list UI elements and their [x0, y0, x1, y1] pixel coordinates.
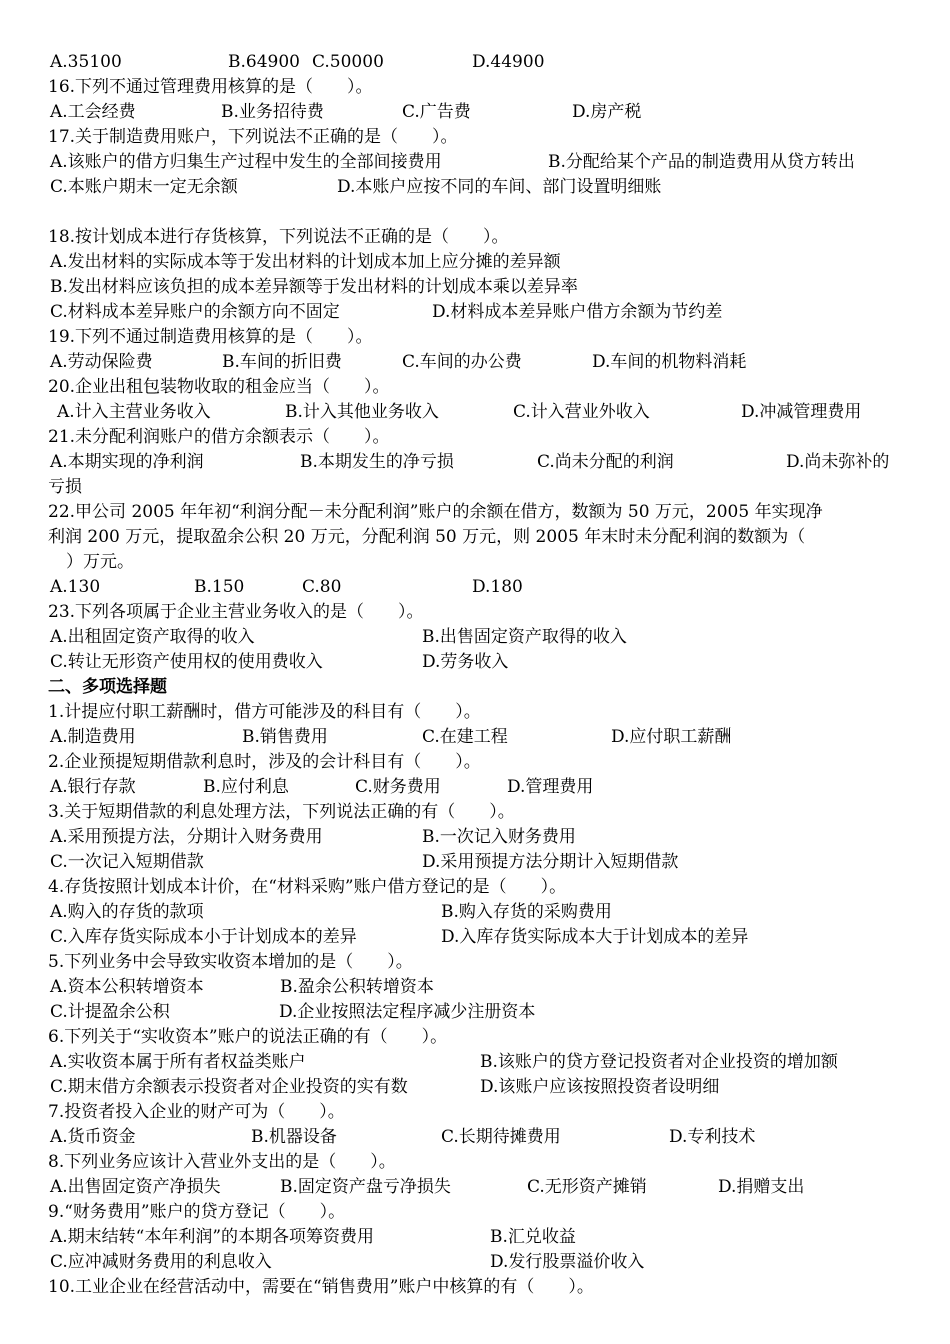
- option-a: A.劳动保险费: [50, 352, 153, 372]
- question-text: 7.投资者投入企业的财产可为（ ）。: [48, 1102, 345, 1122]
- option-a: A.货币资金: [50, 1127, 136, 1147]
- option-a: A.实收资本属于所有者权益类账户: [50, 1052, 306, 1072]
- option-c: C.无形资产摊销: [527, 1177, 647, 1197]
- option-a: A.银行存款: [50, 777, 136, 797]
- option-d: D.材料成本差异账户借方余额为节约差: [432, 302, 723, 322]
- option-a: A.35100: [50, 52, 122, 72]
- question-text: 17.关于制造费用账户，下列说法不正确的是（ ）。: [48, 127, 458, 147]
- option-d: D.劳务收入: [422, 652, 509, 672]
- option-d: D.专利技术: [669, 1127, 756, 1147]
- option-c: C.入库存货实际成本小于计划成本的差异: [50, 927, 357, 947]
- option-a: A.工会经费: [50, 102, 136, 122]
- option-a: A.出售固定资产净损失: [50, 1177, 221, 1197]
- option-d: D.入库存货实际成本大于计划成本的差异: [441, 927, 749, 947]
- question-text: 19.下列不通过制造费用核算的是（ ）。: [48, 327, 373, 347]
- option-d: D.本账户应按不同的车间、部门设置明细账: [337, 177, 662, 197]
- option-b: B.150: [194, 577, 245, 597]
- question-text: 6.下列关于“实收资本”账户的说法正确的有（ ）。: [48, 1027, 448, 1047]
- option-a: A.购入的存货的款项: [50, 902, 204, 922]
- question-text: 8.下列业务应该计入营业外支出的是（ ）。: [48, 1152, 396, 1172]
- option-a: A.本期实现的净利润: [50, 452, 204, 472]
- option-c: C.一次记入短期借款: [50, 852, 204, 872]
- option-b: B.机器设备: [251, 1127, 337, 1147]
- option-a: A.发出材料的实际成本等于发出材料的计划成本加上应分摊的差异额: [50, 252, 561, 272]
- option-b: B.汇兑收益: [490, 1227, 576, 1247]
- option-a: A.资本公积转增资本: [50, 977, 204, 997]
- option-a: A.制造费用: [50, 727, 136, 747]
- question-text: 10.工业企业在经营活动中，需要在“销售费用”账户中核算的有（ ）。: [48, 1277, 594, 1297]
- option-c: C.广告费: [402, 102, 471, 122]
- question-text: 9.“财务费用”账户的贷方登记（ ）。: [48, 1202, 346, 1222]
- option-c: C.80: [302, 577, 342, 597]
- option-d: D.管理费用: [507, 777, 594, 797]
- option-b: B.分配给某个产品的制造费用从贷方转出: [548, 152, 855, 172]
- option-d: D.发行股票溢价收入: [490, 1252, 645, 1272]
- question-text: 16.下列不通过管理费用核算的是（ ）。: [48, 77, 373, 97]
- option-b: B.销售费用: [242, 727, 328, 747]
- option-b: B.应付利息: [203, 777, 289, 797]
- question-text: 1.计提应付职工薪酬时，借方可能涉及的科目有（ ）。: [48, 702, 481, 722]
- question-text: 2.企业预提短期借款利息时，涉及的会计科目有（ ）。: [48, 752, 481, 772]
- option-c: C.本账户期末一定无余额: [50, 177, 238, 197]
- option-b: B.一次记入财务费用: [422, 827, 576, 847]
- question-text: 23.下列各项属于企业主营业务收入的是（ ）。: [48, 602, 424, 622]
- option-c: C.计提盈余公积: [50, 1002, 170, 1022]
- option-b: B.盈余公积转增资本: [280, 977, 434, 997]
- question-text: 18.按计划成本进行存货核算，下列说法不正确的是（ ）。: [48, 227, 509, 247]
- option-d: D.应付职工薪酬: [611, 727, 732, 747]
- option-d: D.该账户应该按照投资者设明细: [480, 1077, 720, 1097]
- option-b: B.计入其他业务收入: [285, 402, 439, 422]
- question-text: ）万元。: [66, 552, 134, 572]
- question-text: 20.企业出租包装物收取的租金应当（ ）。: [48, 377, 390, 397]
- option-d: D.44900: [472, 52, 545, 72]
- option-d: D.冲减管理费用: [741, 402, 862, 422]
- option-b: B.发出材料应该负担的成本差异额等于发出材料的计划成本乘以差异率: [50, 277, 578, 297]
- option-b: B.本期发生的净亏损: [300, 452, 454, 472]
- option-a: A.130: [50, 577, 101, 597]
- option-b: B.业务招待费: [221, 102, 324, 122]
- option-d: D.捐赠支出: [718, 1177, 805, 1197]
- option-c: C.材料成本差异账户的余额方向不固定: [50, 302, 340, 322]
- option-c: C.财务费用: [355, 777, 441, 797]
- option-c: C.计入营业外收入: [513, 402, 650, 422]
- option-c: C.在建工程: [422, 727, 508, 747]
- option-d: D.车间的机物料消耗: [592, 352, 747, 372]
- question-text: 22.甲公司 2005 年年初“利润分配－未分配利润”账户的余额在借方，数额为 50 万元，2005 年实现净: [48, 502, 823, 522]
- option-c: C.尚未分配的利润: [537, 452, 674, 472]
- question-text: 5.下列业务中会导致实收资本增加的是（ ）。: [48, 952, 413, 972]
- option-b: B.出售固定资产取得的收入: [422, 627, 627, 647]
- question-text: 利润 200 万元，提取盈余公积 20 万元，分配利润 50 万元，则 2005 年末时未分配利润的数额为（: [48, 527, 806, 547]
- question-text: 4.存货按照计划成本计价，在“材料采购”账户借方登记的是（ ）。: [48, 877, 567, 897]
- option-a: A.计入主营业务收入: [57, 402, 211, 422]
- option-d: D.尚未弥补的: [786, 452, 890, 472]
- option-b: B.64900: [228, 52, 300, 72]
- continuation-text: 亏损: [48, 477, 82, 497]
- option-a: A.出租固定资产取得的收入: [50, 627, 255, 647]
- option-d: D.采用预提方法分期计入短期借款: [422, 852, 679, 872]
- option-a: A.该账户的借方归集生产过程中发生的全部间接费用: [50, 152, 442, 172]
- option-b: B.购入存货的采购费用: [441, 902, 612, 922]
- option-a: A.期末结转“本年利润”的本期各项筹资费用: [50, 1227, 375, 1247]
- option-c: C.车间的办公费: [402, 352, 522, 372]
- option-c: C.期末借方余额表示投资者对企业投资的实有数: [50, 1077, 408, 1097]
- section-title: 二、多项选择题: [48, 677, 167, 697]
- option-b: B.固定资产盘亏净损失: [280, 1177, 451, 1197]
- option-b: B.该账户的贷方登记投资者对企业投资的增加额: [480, 1052, 838, 1072]
- option-d: D.企业按照法定程序减少注册资本: [279, 1002, 536, 1022]
- option-d: D.房产税: [572, 102, 642, 122]
- option-c: C.长期待摊费用: [441, 1127, 561, 1147]
- option-d: D.180: [472, 577, 523, 597]
- option-c: C.50000: [312, 52, 384, 72]
- option-c: C.应冲减财务费用的利息收入: [50, 1252, 272, 1272]
- option-c: C.转让无形资产使用权的使用费收入: [50, 652, 323, 672]
- question-text: 3.关于短期借款的利息处理方法，下列说法正确的有（ ）。: [48, 802, 515, 822]
- question-text: 21.未分配利润账户的借方余额表示（ ）。: [48, 427, 390, 447]
- option-b: B.车间的折旧费: [222, 352, 342, 372]
- option-a: A.采用预提方法，分期计入财务费用: [50, 827, 323, 847]
